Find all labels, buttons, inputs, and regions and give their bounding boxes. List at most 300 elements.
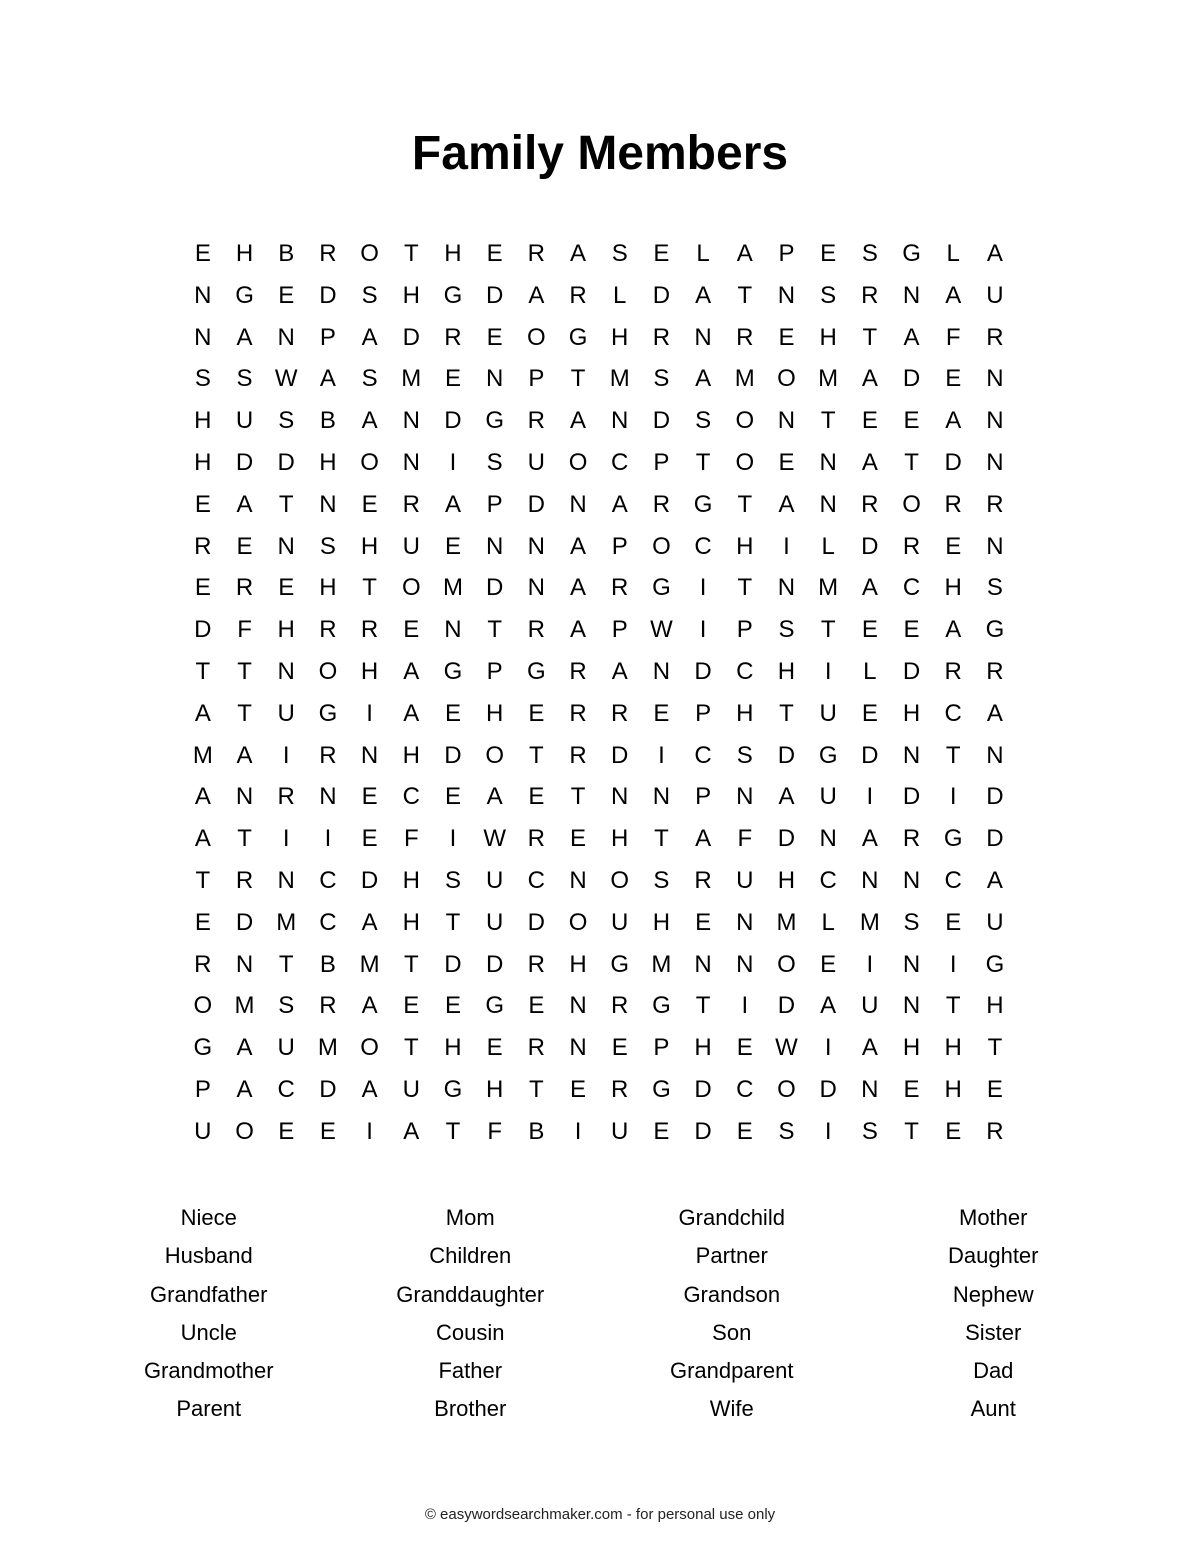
grid-letter: G: [902, 240, 921, 267]
grid-letter: A: [695, 825, 712, 853]
grid-letter: H: [444, 240, 462, 267]
grid-letter: G: [318, 699, 338, 727]
grid-letter: E: [986, 1075, 1003, 1103]
grid-letter: E: [194, 240, 211, 267]
grid-letter: D: [652, 281, 671, 309]
word-list-item: Parent: [176, 1396, 242, 1422]
grid-letter: R: [319, 240, 337, 267]
grid-row: [182, 567, 1016, 609]
grid-letter: E: [361, 825, 378, 853]
grid-row: [182, 693, 1016, 735]
grid-letter: A: [861, 574, 878, 602]
grid-letter: S: [486, 448, 503, 476]
grid-row: [182, 818, 1016, 860]
word-list-item: Grandson: [683, 1281, 781, 1307]
grid-letter: T: [570, 783, 586, 811]
grid-letter: I: [699, 574, 707, 602]
grid-letter: P: [194, 1075, 211, 1103]
grid-letter: O: [610, 866, 630, 894]
grid-letter: I: [449, 448, 457, 476]
grid-letter: A: [986, 699, 1003, 727]
grid-letter: A: [319, 365, 336, 393]
grid-letter: O: [777, 365, 796, 393]
grid-letter: E: [945, 908, 962, 936]
grid-letter: N: [444, 616, 462, 644]
grid-letter: T: [820, 616, 836, 644]
grid-letter: S: [361, 365, 378, 393]
grid-row: [182, 1027, 1016, 1069]
grid-letter: E: [528, 783, 545, 811]
grid-letter: U: [402, 1075, 420, 1103]
grid-letter: R: [360, 616, 379, 644]
grid-letter: N: [986, 532, 1004, 560]
grid-letter: D: [944, 448, 962, 476]
grid-letter: D: [319, 1075, 337, 1103]
word-list-item: Grandparent: [669, 1358, 794, 1384]
grid-letter: E: [903, 407, 920, 435]
grid-letter: H: [611, 323, 629, 351]
grid-letter: E: [444, 365, 461, 393]
word-list-item: Grandfather: [150, 1281, 268, 1307]
grid-letter: H: [277, 616, 295, 644]
grid-letter: I: [366, 1117, 373, 1145]
grid-letter: S: [444, 866, 461, 894]
grid-letter: B: [319, 950, 336, 978]
grid-letter: S: [903, 908, 920, 936]
grid-letter: E: [444, 532, 461, 560]
grid-letter: R: [569, 699, 587, 727]
grid-letter: D: [861, 741, 879, 769]
grid-letter: P: [486, 657, 503, 685]
grid-letter: H: [402, 741, 420, 769]
word-list-item: Father: [438, 1358, 503, 1384]
grid-letter: D: [235, 448, 254, 476]
grid-letter: R: [319, 616, 337, 644]
grid-letter: D: [611, 741, 629, 769]
grid-row: [182, 400, 1016, 442]
grid-letter: A: [528, 281, 545, 309]
grid-letter: E: [486, 323, 503, 351]
grid-letter: N: [777, 281, 796, 309]
grid-letter: E: [278, 281, 295, 309]
grid-letter: E: [319, 1117, 336, 1145]
grid-letter: A: [194, 699, 211, 727]
grid-row: [182, 233, 1016, 275]
grid-letter: H: [319, 574, 337, 602]
grid-letter: T: [779, 699, 794, 727]
grid-letter: A: [778, 490, 795, 518]
grid-letter: E: [861, 616, 878, 644]
word-column: [340, 1199, 602, 1429]
word-list-item: Cousin: [436, 1319, 505, 1345]
grid-letter: M: [609, 365, 630, 393]
grid-letter: N: [569, 490, 587, 518]
grid-letter: R: [444, 323, 462, 351]
grid-letter: P: [528, 365, 545, 393]
grid-letter: I: [658, 741, 665, 769]
grid-letter: T: [862, 323, 878, 351]
grid-letter: D: [777, 992, 796, 1020]
grid-letter: E: [570, 1075, 587, 1103]
grid-letter: T: [195, 866, 211, 894]
grid-letter: B: [319, 407, 336, 435]
grid-letter: R: [194, 950, 212, 978]
grid-letter: N: [611, 407, 629, 435]
grid-letter: C: [694, 532, 712, 560]
grid-letter: I: [866, 950, 874, 978]
grid-letter: R: [944, 657, 962, 685]
grid-letter: G: [527, 657, 546, 685]
grid-letter: U: [611, 908, 629, 936]
grid-letter: H: [402, 281, 420, 309]
grid-letter: R: [652, 323, 671, 351]
grid-letter: H: [444, 1034, 462, 1062]
grid-letter: G: [485, 407, 504, 435]
grid-letter: S: [778, 616, 795, 644]
grid-letter: G: [652, 992, 671, 1020]
grid-letter: R: [986, 323, 1004, 351]
grid-letter: H: [819, 323, 837, 351]
grid-letter: E: [903, 1075, 920, 1103]
word-column: [78, 1199, 340, 1429]
grid-letter: H: [944, 1075, 962, 1103]
grid-letter: R: [569, 657, 587, 685]
grid-letter: E: [945, 1117, 962, 1145]
grid-row: [182, 651, 1016, 693]
grid-letter: C: [319, 866, 337, 894]
grid-letter: U: [277, 699, 295, 727]
grid-letter: N: [736, 783, 754, 811]
grid-letter: E: [361, 490, 378, 518]
grid-letter: N: [569, 992, 587, 1020]
grid-letter: A: [403, 699, 420, 727]
grid-letter: H: [986, 992, 1004, 1020]
grid-letter: E: [861, 407, 878, 435]
grid-letter: N: [402, 407, 420, 435]
grid-letter: T: [695, 992, 711, 1020]
grid-letter: R: [527, 616, 546, 644]
grid-letter: I: [574, 1117, 582, 1145]
grid-letter: T: [445, 1117, 461, 1145]
grid-letter: D: [777, 825, 796, 853]
grid-letter: O: [735, 448, 755, 476]
grid-letter: A: [194, 825, 211, 853]
grid-letter: R: [319, 741, 337, 769]
grid-letter: E: [528, 992, 545, 1020]
grid-letter: L: [946, 240, 960, 267]
grid-letter: N: [569, 1034, 587, 1062]
grid-letter: S: [861, 1117, 878, 1145]
grid-letter: L: [696, 240, 710, 267]
grid-letter: N: [611, 783, 629, 811]
grid-letter: H: [194, 448, 212, 476]
grid-letter: O: [401, 574, 421, 602]
grid-letter: H: [902, 1034, 921, 1062]
grid-letter: H: [944, 574, 962, 602]
grid-letter: O: [527, 323, 546, 351]
grid-letter: D: [527, 908, 546, 936]
grid-letter: E: [361, 783, 378, 811]
grid-letter: R: [611, 699, 629, 727]
grid-letter: O: [360, 1034, 379, 1062]
grid-letter: T: [945, 741, 961, 769]
grid-letter: G: [443, 657, 463, 685]
grid-letter: O: [777, 1075, 796, 1103]
grid-letter: U: [986, 908, 1004, 936]
grid-letter: E: [695, 908, 712, 936]
grid-letter: S: [695, 407, 712, 435]
grid-letter: N: [819, 825, 837, 853]
word-list-item: Husband: [164, 1243, 253, 1269]
grid-letter: H: [360, 657, 379, 685]
grid-letter: D: [485, 950, 504, 978]
grid-letter: U: [277, 1034, 295, 1062]
grid-letter: E: [778, 323, 795, 351]
grid-letter: A: [861, 825, 878, 853]
grid-letter: M: [276, 908, 297, 936]
grid-letter: D: [902, 783, 921, 811]
grid-letter: A: [945, 616, 962, 644]
grid-letter: R: [569, 281, 587, 309]
grid-letter: G: [443, 281, 463, 309]
grid-letter: R: [235, 574, 254, 602]
grid-letter: B: [528, 1117, 545, 1145]
grid-letter: A: [361, 1075, 378, 1103]
grid-letter: C: [944, 699, 962, 727]
word-list-item: Grandmother: [143, 1358, 274, 1384]
grid-letter: G: [943, 825, 963, 853]
grid-letter: E: [945, 532, 962, 560]
grid-row: [182, 526, 1016, 568]
word-list-item: Mother: [959, 1205, 1028, 1230]
grid-letter: A: [861, 1034, 878, 1062]
grid-letter: N: [277, 532, 295, 560]
grid-letter: U: [402, 532, 420, 560]
grid-letter: D: [777, 741, 796, 769]
copyright-footer: © easywordsearchmaker.com - for personal use only: [424, 1506, 776, 1523]
grid-letter: S: [861, 240, 878, 267]
grid-letter: D: [861, 532, 879, 560]
grid-letter: H: [694, 1034, 712, 1062]
grid-letter: A: [945, 281, 962, 309]
grid-letter: L: [613, 281, 627, 309]
grid-letter: I: [824, 1034, 832, 1062]
grid-letter: T: [820, 407, 836, 435]
grid-letter: I: [866, 783, 874, 811]
word-list-item: Son: [712, 1319, 752, 1345]
grid-letter: P: [486, 490, 503, 518]
grid-letter: F: [737, 825, 753, 853]
grid-letter: E: [653, 699, 670, 727]
grid-letter: D: [694, 657, 712, 685]
grid-letter: N: [194, 281, 212, 309]
grid-letter: R: [986, 1117, 1004, 1145]
grid-letter: T: [237, 657, 252, 685]
grid-letter: C: [527, 866, 546, 894]
grid-letter: D: [986, 825, 1004, 853]
grid-letter: S: [778, 1117, 795, 1145]
grid-letter: R: [986, 490, 1004, 518]
grid-row: [182, 442, 1016, 484]
word-list: [78, 1199, 1124, 1429]
grid-letter: N: [527, 574, 546, 602]
grid-letter: H: [402, 866, 420, 894]
grid-letter: D: [444, 741, 462, 769]
word-list-item: Grandchild: [678, 1205, 785, 1230]
grid-letter: R: [902, 532, 921, 560]
grid-letter: M: [734, 365, 755, 393]
grid-letter: N: [235, 950, 254, 978]
grid-letter: N: [986, 407, 1004, 435]
grid-letter: M: [651, 950, 672, 978]
word-list-item: Aunt: [970, 1396, 1016, 1422]
word-list-item: Brother: [434, 1396, 507, 1422]
grid-letter: E: [236, 532, 253, 560]
grid-letter: R: [527, 950, 546, 978]
grid-letter: E: [403, 992, 420, 1020]
grid-letter: P: [653, 448, 670, 476]
grid-letter: A: [945, 407, 962, 435]
grid-letter: C: [319, 908, 337, 936]
grid-letter: D: [527, 490, 546, 518]
grid-letter: I: [824, 1117, 832, 1145]
grid-letter: A: [861, 365, 878, 393]
grid-letter: D: [986, 783, 1004, 811]
grid-letter: R: [569, 741, 587, 769]
grid-letter: M: [859, 908, 880, 936]
grid-letter: A: [236, 323, 253, 351]
grid-letter: A: [236, 741, 253, 769]
grid-letter: U: [194, 1117, 212, 1145]
grid-letter: U: [861, 992, 879, 1020]
grid-letter: E: [736, 1117, 753, 1145]
grid-letter: R: [861, 490, 879, 518]
grid-letter: E: [444, 699, 461, 727]
grid-letter: H: [736, 532, 754, 560]
grid-letter: A: [695, 365, 712, 393]
grid-letter: H: [652, 908, 671, 936]
grid-letter: N: [902, 992, 921, 1020]
word-list-item: Mom: [445, 1205, 495, 1230]
grid-row: [182, 902, 1016, 944]
grid-letter: A: [695, 281, 712, 309]
grid-letter: U: [819, 783, 837, 811]
grid-letter: T: [445, 908, 461, 936]
grid-letter: O: [235, 1117, 254, 1145]
grid-letter: F: [487, 1117, 502, 1145]
grid-letter: R: [611, 574, 629, 602]
grid-letter: M: [359, 950, 380, 978]
grid-letter: N: [777, 574, 796, 602]
grid-row: [182, 484, 1016, 526]
grid-letter: N: [485, 365, 504, 393]
grid-letter: M: [818, 365, 839, 393]
grid-letter: A: [570, 616, 587, 644]
grid-letter: P: [611, 532, 628, 560]
grid-letter: T: [987, 1034, 1003, 1062]
grid-letter: E: [861, 699, 878, 727]
grid-letter: I: [949, 783, 957, 811]
grid-row: [182, 275, 1016, 317]
grid-letter: U: [235, 407, 254, 435]
grid-letter: O: [902, 490, 921, 518]
grid-letter: A: [361, 323, 378, 351]
grid-letter: A: [570, 240, 587, 267]
grid-letter: A: [903, 323, 920, 351]
grid-letter: F: [237, 616, 252, 644]
grid-letter: A: [820, 992, 837, 1020]
grid-letter: G: [235, 281, 254, 309]
grid-letter: G: [568, 323, 588, 351]
grid-letter: R: [736, 323, 754, 351]
grid-row: [182, 317, 1016, 359]
grid-letter: H: [777, 657, 796, 685]
grid-letter: N: [902, 281, 921, 309]
grid-letter: C: [611, 448, 629, 476]
grid-letter: M: [317, 1034, 338, 1062]
grid-letter: C: [736, 1075, 754, 1103]
grid-letter: A: [778, 783, 795, 811]
grid-letter: I: [741, 992, 749, 1020]
grid-letter: S: [736, 741, 753, 769]
grid-letter: H: [485, 1075, 504, 1103]
grid-letter: N: [986, 365, 1004, 393]
grid-letter: H: [360, 532, 379, 560]
grid-letter: E: [528, 699, 545, 727]
grid-letter: R: [319, 992, 337, 1020]
grid-letter: R: [944, 490, 962, 518]
grid-letter: G: [985, 616, 1005, 644]
grid-letter: N: [569, 866, 587, 894]
grid-letter: O: [568, 908, 588, 936]
grid-letter: T: [195, 657, 211, 685]
grid-letter: H: [736, 699, 754, 727]
grid-letter: C: [402, 783, 420, 811]
grid-letter: O: [360, 448, 379, 476]
grid-letter: O: [318, 657, 338, 685]
grid-letter: U: [986, 281, 1004, 309]
grid-letter: N: [902, 866, 921, 894]
grid-letter: E: [194, 574, 211, 602]
grid-letter: U: [527, 448, 546, 476]
grid-letter: N: [277, 323, 295, 351]
grid-letter: D: [360, 866, 379, 894]
grid-row: [182, 735, 1016, 777]
grid-row: [182, 609, 1016, 651]
word-list-item: Nephew: [952, 1281, 1034, 1307]
grid-letter: U: [611, 1117, 629, 1145]
grid-letter: T: [529, 741, 544, 769]
grid-letter: N: [277, 657, 295, 685]
grid-letter: O: [652, 532, 671, 560]
grid-letter: N: [986, 741, 1004, 769]
grid-letter: N: [527, 532, 546, 560]
grid-letter: T: [278, 950, 294, 978]
letter-grid: [182, 233, 1016, 1153]
grid-letter: O: [735, 407, 755, 435]
grid-letter: O: [777, 950, 796, 978]
grid-row: [182, 1069, 1016, 1111]
grid-letter: N: [652, 783, 671, 811]
grid-letter: E: [486, 240, 503, 267]
grid-row: [182, 1111, 1016, 1153]
grid-letter: S: [611, 240, 628, 267]
grid-letter: R: [902, 825, 921, 853]
grid-letter: G: [652, 1075, 671, 1103]
grid-letter: H: [944, 1034, 962, 1062]
grid-letter: R: [611, 992, 629, 1020]
grid-letter: W: [775, 1034, 798, 1062]
